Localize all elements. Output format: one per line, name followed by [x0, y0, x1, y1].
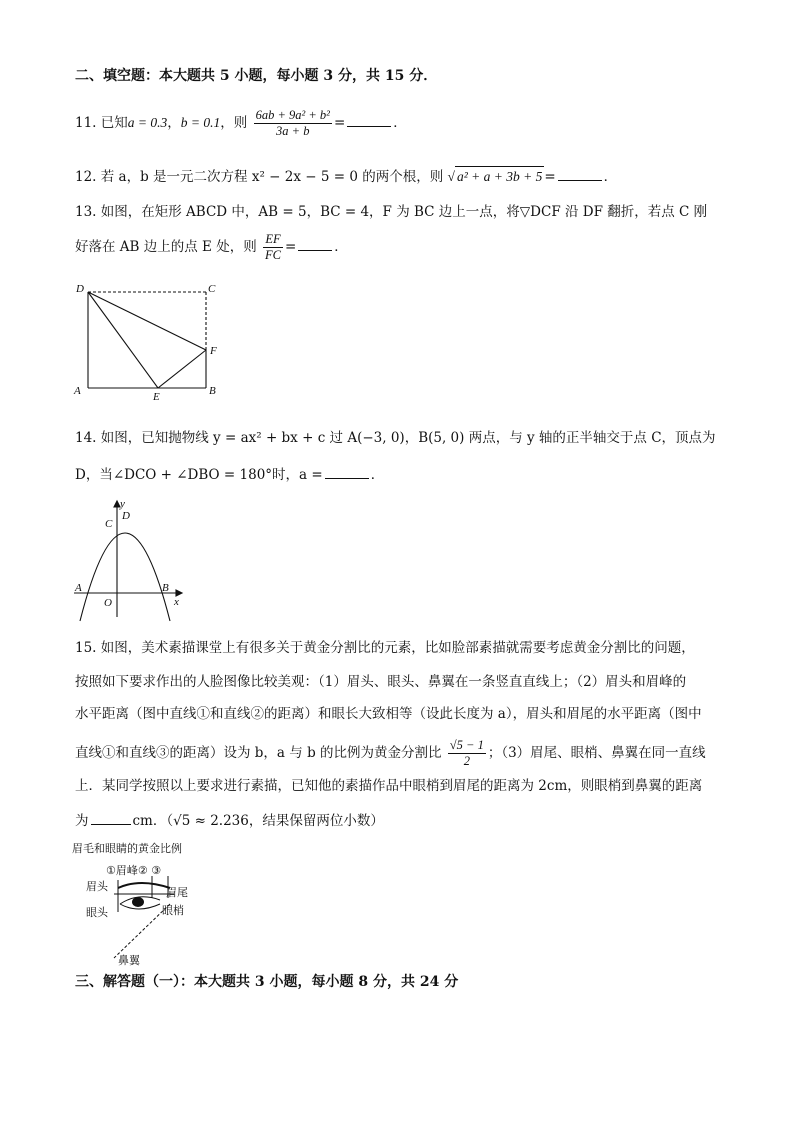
- label-D: D: [76, 283, 84, 295]
- question-15-line4: 直线①和直线③的距离）设为 b，a 与 b 的比例为黄金分割比 $\frac{√5 - 1}{2}$ ；（3）眉尾、眼梢、鼻翼在同一直线: [75, 738, 706, 768]
- q15-answer-blank[interactable]: [91, 810, 131, 825]
- label-A: A: [74, 385, 81, 397]
- q12-sqrt: √ a² + a + 3b + 5: [448, 169, 545, 184]
- label-C: C: [105, 518, 113, 530]
- question-13-line2: 好落在 AB 边上的点 E 处，则 $\frac{EF}{FC}$ = ．: [75, 232, 348, 262]
- question-12: 12. 若 a，b 是一元二次方程 x² − 2x − 5 = 0 的两个根，则 √ a² + a + 3b + 5 = ．: [75, 166, 617, 187]
- label-brow-tail: 眉尾: [166, 887, 188, 899]
- q12-answer-blank[interactable]: [558, 166, 602, 181]
- label-E: E: [153, 391, 160, 402]
- parabola-figure: [70, 495, 190, 625]
- label-B: B: [209, 385, 216, 397]
- section-heading: 二、填空题：本大题共 5 小题，每小题 3 分，共 15 分．: [75, 68, 438, 84]
- q11-mid: ，则: [220, 115, 248, 131]
- section-heading: 三、解答题（一）：本大题共 3 小题，每小题 8 分，共 24 分: [75, 974, 459, 990]
- question-15-line3: 水平距离（图中直线①和直线②的距离）和眼长大致相等（设此长度为 a），眉头和眉尾的水平距离（图中: [75, 706, 702, 722]
- q14-answer-blank[interactable]: [325, 464, 369, 479]
- label-eye-head: 眼头: [86, 907, 108, 919]
- question-15-line5: 上．某同学按照以上要求进行素描，已知他的素描作品中眼梢到眉尾的距离为 2cm，则眼梢到鼻翼的距离: [75, 778, 703, 794]
- label-brow-head: 眉头: [86, 881, 108, 893]
- label-y: y: [120, 498, 125, 510]
- q11-b-value: b = 0.1: [180, 115, 221, 130]
- label-F: F: [210, 345, 217, 357]
- label-x: x: [174, 596, 179, 608]
- question-13-line1: 13. 如图，在矩形 ABCD 中，AB = 5，BC = 4，F 为 BC 边上一点，将▽DCF 沿 DF 翻折，若点 C 刚: [75, 204, 708, 220]
- rectangle-fold-figure: [70, 280, 230, 402]
- label-B: B: [162, 582, 169, 594]
- q11-answer-blank[interactable]: [347, 112, 391, 127]
- figure-top-labels: ①眉峰② ③: [106, 864, 162, 877]
- q13-answer-blank[interactable]: [298, 236, 332, 251]
- question-11: 11. 已知a = 0.3，b = 0.1，则 $\frac{\text{6ab + 9a² + b²}}{3a + b}$ = ．: [75, 108, 407, 138]
- q13-fraction: $\frac{EF}{FC}$: [265, 232, 281, 262]
- q11-a-value: a = 0.3: [127, 115, 168, 130]
- question-14-line1: 14. 如图，已知抛物线 y = ax² + bx + c 过 A(−3, 0)，B(5, 0) 两点，与 y 轴的正半轴交于点 C，顶点为: [75, 430, 716, 446]
- label-nose: 鼻翼: [118, 955, 140, 967]
- q11-prefix: 11. 已知: [75, 115, 128, 131]
- question-15-line6: 为 cm．（√5 ≈ 2.236，结果保留两位小数）: [75, 810, 384, 831]
- eye-pupil: [132, 897, 144, 907]
- label-D: D: [122, 510, 130, 522]
- q11-fraction: $\frac{\text{6ab + 9a² + b²}}{3a + b}$: [255, 108, 330, 138]
- label-C: C: [208, 283, 216, 295]
- question-15-line2: 按照如下要求作出的人脸图像比较美观：（1）眉头、眼头、鼻翼在一条竖直直线上；（2）眉头和眉峰的: [75, 674, 687, 690]
- label-eye-tail: 眼梢: [162, 905, 184, 917]
- question-14-line2: D，当∠DCO + ∠DBO = 180°时，a = ．: [75, 464, 384, 485]
- eyebrow-eye-figure: [70, 838, 250, 968]
- label-O: O: [104, 597, 112, 609]
- q12-text: 12. 若 a，b 是一元二次方程 x² − 2x − 5 = 0 的两个根，则: [75, 169, 444, 185]
- figure-caption: 眉毛和眼睛的黄金比例: [72, 842, 182, 855]
- label-A: A: [75, 582, 82, 594]
- golden-ratio-fraction: $\frac{√5 - 1}{2}$: [449, 738, 484, 768]
- question-15-line1: 15. 如图，美术素描课堂上有很多关于黄金分割比的元素，比如脸部素描就需要考虑黄金分割比的问题，: [75, 640, 695, 656]
